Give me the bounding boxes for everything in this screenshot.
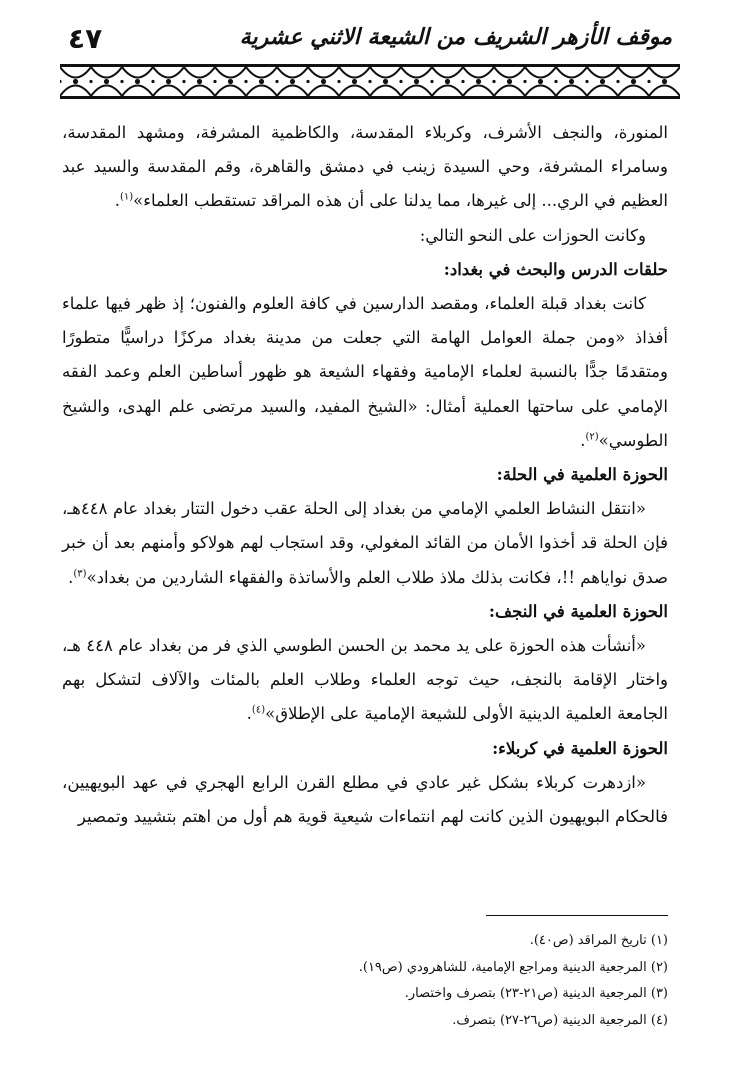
footnote-2: (٢) المرجعية الدينية ومراجع الإمامية، للشاهرودي (ص١٩). (358, 959, 668, 975)
paragraph-2: وكانت الحوزات على النحو التالي: (419, 225, 646, 245)
footnote-divider (486, 915, 668, 916)
footnote-3: (٣) المرجعية الدينية (ص٢١-٢٣) بتصرف واختصار. (404, 986, 668, 1001)
footnote-ref-2: (٢) (585, 431, 599, 443)
footnote-4: (٤) المرجعية الدينية (ص٢٦-٢٧) بتصرف. (452, 1012, 668, 1028)
footnote-ref-4: (٤) (251, 704, 266, 716)
running-header (60, 22, 672, 58)
footnote-ref-1: (١) (119, 191, 134, 203)
page-number: ٤٧ (68, 22, 103, 55)
footnote-ref-3: (٣) (73, 568, 87, 580)
paragraph-4: «انتقل النشاط العلمي الإمامي من بغداد إلى الحلة عقب دخول التتار بغداد عام ٤٤٨هـ، فإن الحلة قد أخذوا الأمان من القائد المغولي، وقد استجاب لهم هولاكو وأمنهم بعد أن خبر صدق نواياهم !!، فكانت بذلك ملاذ طلاب العلم والأساتذة والفقهاء الشاردين من بغداد»$^{(٣)}$. (62, 499, 668, 587)
heading-hilla: الحوزة العلمية في الحلة: (496, 465, 668, 485)
ornament-border-icon (60, 58, 680, 104)
paragraph-5: «أنشأت هذه الحوزة على يد محمد بن الحسن الطوسي الذي فر من بغداد عام ٤٤٨ هـ، واختار الإقامة بالنجف، حيث توجه العلماء وطلاب العلم بالمئات والآلاف لتشكل بهم الجامعة العلمية الدينية الأولى للشيعة الإمامية على الإطلاق»$^{(٤)}$. (62, 636, 668, 724)
main-text (62, 116, 668, 834)
running-title: موقف الأزهر الشريف من الشيعة الاثني عشرية (239, 24, 672, 50)
paragraph-3: كانت بغداد قبلة العلماء، ومقصد الدارسين في كافة العلوم والفنون؛ إذ ظهر فيها علماء أفذاذ «ومن جملة العوامل الهامة التي جعلت من مدينة بغداد مركزًا دراسيًّا متطورًا ومتقدمًا جدًّا بالنسبة لعلماء الإمامية وفقهاء الشيعة هو ظهور أساطين العلم وعمد الفقه الإمامي على ساحتها العملية أمثال: «الشيخ المفيد، والسيد مرتضى علم الهدى، والشيخ الطوسي»$^{(٢)}$. (62, 294, 668, 450)
heading-karbala: الحوزة العلمية في كربلاء: (492, 738, 668, 758)
heading-najaf: الحوزة العلمية في النجف: (488, 601, 668, 621)
footnote-1: (١) تاريخ المراقد (ص٤٠). (529, 933, 668, 948)
paragraph-6: «ازدهرت كربلاء بشكل غير عادي في مطلع القرن الرابع الهجري في عهد البويهيين، فالحكام البويهيون الذين كانت لهم انتماءات شيعية قوية هم أول من اهتم بتشييد وتمصير (62, 772, 668, 827)
heading-baghdad: حلقات الدرس والبحث في بغداد: (443, 259, 668, 279)
paragraph-1: المنورة، والنجف الأشرف، وكربلاء المقدسة، والكاظمية المشرفة، ومشهد المقدسة، وسامراء المشرفة، وحي السيدة زينب في دمشق والقاهرة، وقم المقدسة والسيد عبد العظيم في الري... إلى غيرها، مما يدلنا على أن هذه المراقد تستقطب العلماء»$^{(١)}$. (62, 123, 668, 211)
footnotes (62, 928, 668, 1034)
